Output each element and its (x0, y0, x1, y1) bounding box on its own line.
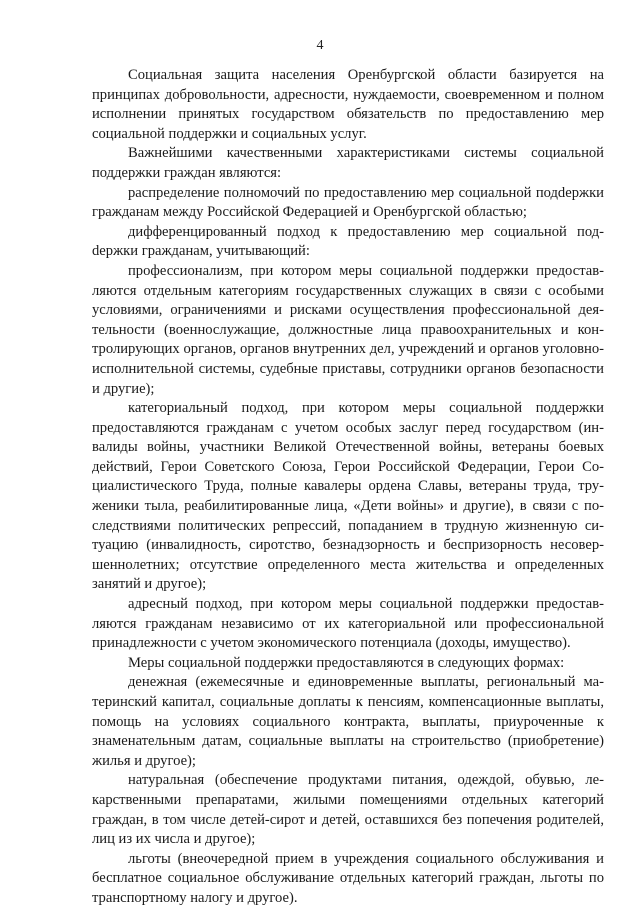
document-body (92, 66, 604, 909)
paragraph-categorical: категориальный подход, при котором меры социальной поддержки предоставляются гражданам с учетом особых заслуг перед государством (инвалиды войны, участники Великой Отечественной войны, ветераны боевых действий, Герои Советского Союза, Герои Российской Федерации, Герои Социалистического Труда, полные кавалеры ордена Славы, ветераны труда, труженики тыла, реабилитированные лица, «Дети войны» и другие), в связи с последствиями политических репрессий, попаданием в трудную жизненную ситуацию (инвалидность, сиротство, безнадзорность и беспризорность несовершеннолетних; отсутствие определенного места жительства и определенных занятий и другое); (92, 400, 604, 593)
paragraph-professionalism: профессионализм, при котором меры социальной поддержки предоставляются отдельным категориям государственных служащих в связи с особыми условиями, ограничениями и рисками осуществления профессиональной деятельности (военнослужащие, должностные лица правоохранительных и контролирующих органов, органов внутренних дел, учреждений и органов уголовно-исполнительной системы, судебные приставы, сотрудники органов безопасности и другие); (92, 262, 604, 397)
paragraph-targeted: адресный подход, при котором меры социальной поддержки предоставляются гражданам независимо от их категориальной или профессиональной принадлежности с учетом экономического потенциала (доходы, имущество). (92, 596, 604, 652)
paragraph-characteristics: Важнейшими качественными характеристиками системы социальной поддержки граждан являются: (92, 145, 604, 181)
paragraph-distribution: распределение полномочий по предоставлению мер социальной подdержки гражданам между Российской Федерацией и Оренбургской областью; (92, 184, 604, 221)
paragraph-benefits: льготы (внеочередной прием в учреждения социального обслуживания и бесплатное социальное обслуживание отдельных категорий граждан, льготы по транспортному налогу и другое). (92, 850, 604, 906)
paragraph-in-kind: натуральная (обеспечение продуктами питания, одеждой, обувью, лекарственными препаратами, жилыми помещениями отдельных категорий граждан, в том числе детей-сирот и детей, оставшихся без попечения родителей, лиц из их числа и другое); (92, 772, 604, 848)
page-number: 4 (316, 38, 324, 53)
paragraph-monetary: денежная (ежемесячные и единовременные выплаты, региональный материнский капитал, социальные доплаты к пенсиям, компенсационные выплаты, помощь на условиях социального контракта, выплаты, приуроченные к знаменательным датам, социальные выплаты на строительство (приобретение) жилья и другое); (92, 674, 604, 769)
paragraph-forms: Меры социальной поддержки предоставляются в следующих формах: (128, 654, 565, 671)
paragraph-differentiated: дифференцированный подход к предоставлению мер социальной подdержки гражданам, учитывающий: (92, 223, 604, 260)
paragraph-intro: Социальная защита населения Оренбургской области базируется на принципах добровольности, адресности, нуждаемости, своевременном и полном исполнении принятых государством обязательств по предоставлению мер социальной поддержки и социальных услуг. (92, 67, 604, 142)
